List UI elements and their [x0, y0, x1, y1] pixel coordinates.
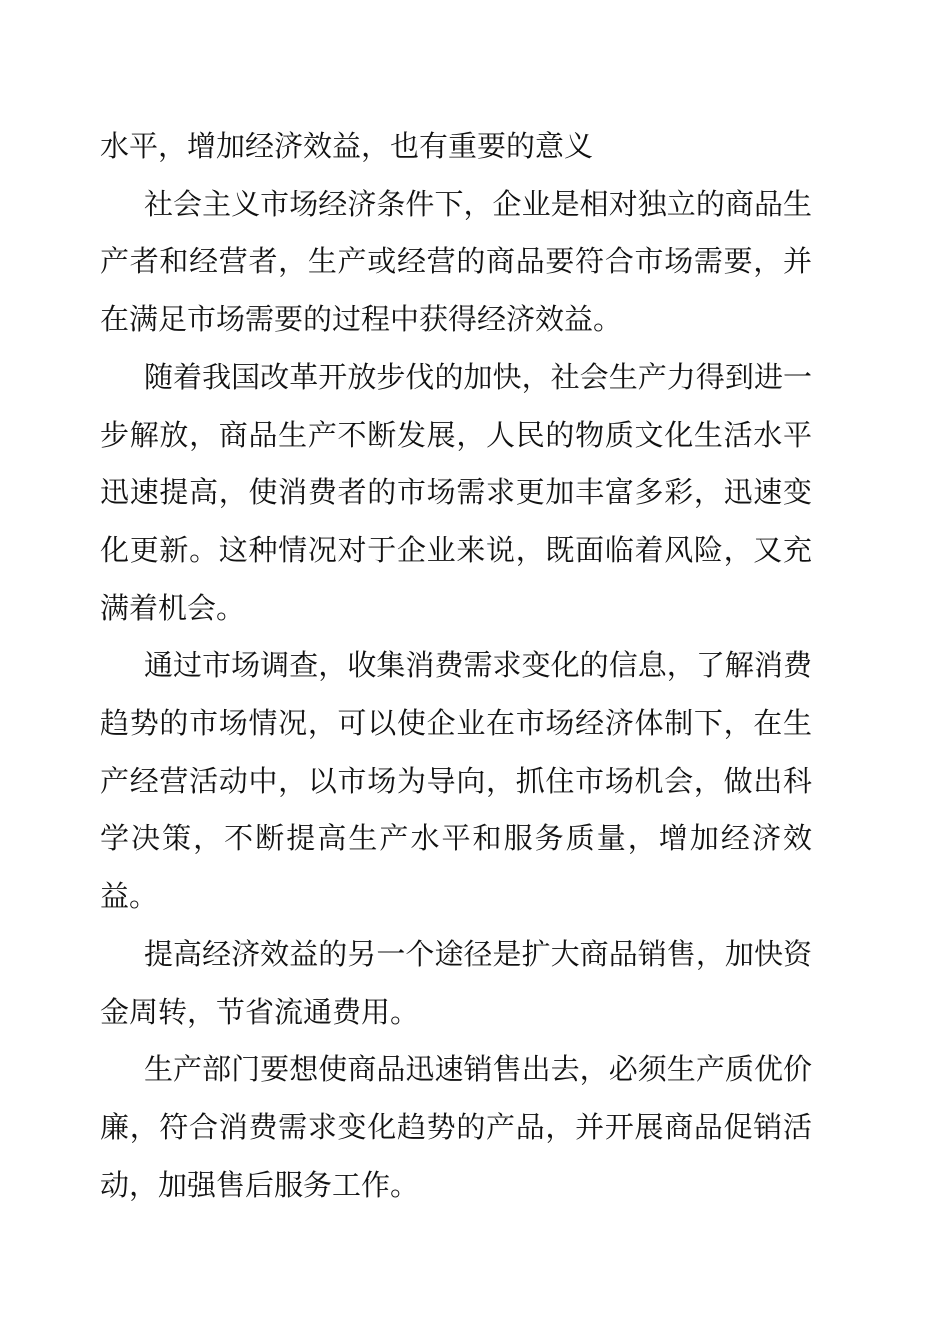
document-body	[100, 118, 812, 1214]
paragraph: 随着我国改革开放步伐的加快，社会生产力得到进一步解放，商品生产不断发展，人民的物质文化生活水平迅速提高，使消费者的市场需求更加丰富多彩，迅速变化更新。这种情况对于企业来说，既面临着风险，又充满着机会。	[100, 359, 812, 625]
paragraph: 生产部门要想使商品迅速销售出去，必须生产质优价廉，符合消费需求变化趋势的产品，并开展商品促销活动，加强售后服务工作。	[100, 1052, 812, 1202]
paragraph-continued: 水平，增加经济效益，也有重要的意义	[100, 129, 594, 163]
paragraph: 提高经济效益的另一个途径是扩大商品销售，加快资金周转，节省流通费用。	[100, 936, 812, 1029]
paragraph: 社会主义市场经济条件下，企业是相对独立的商品生产者和经营者，生产或经营的商品要符合市场需要，并在满足市场需要的过程中获得经济效益。	[100, 186, 812, 337]
paragraph: 通过市场调查，收集消费需求变化的信息，了解消费趋势的市场情况，可以使企业在市场经济体制下，在生产经营活动中，以市场为导向，抓住市场机会，做出科学决策，不断提高生产水平和服务质量，增加经济效益。	[100, 648, 812, 914]
